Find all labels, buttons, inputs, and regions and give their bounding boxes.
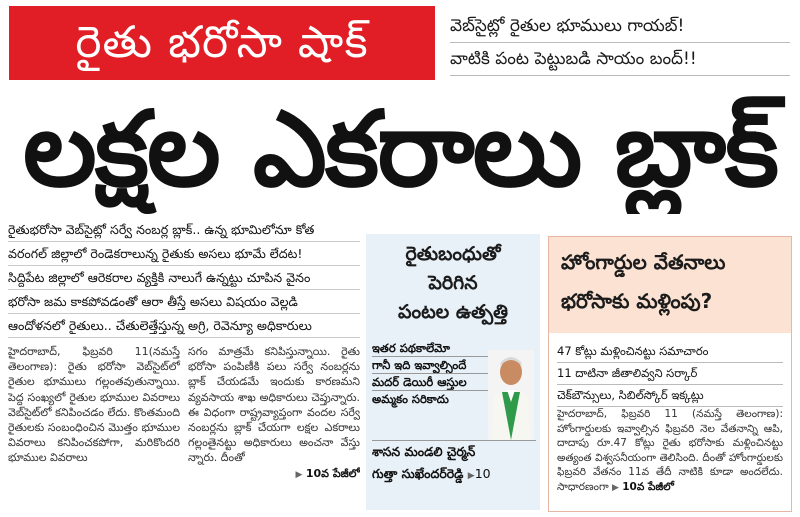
side-story-quotes: ఇతర పథకాలేమో గానీ ఇది ఇవ్వాల్సిందే మదర్ డెయిరీ ఆస్తుల అమ్మకం సరికాదు xyxy=(372,340,492,407)
page-reference: 10 xyxy=(474,466,491,481)
page-reference: 10వ పేజీలో xyxy=(305,466,360,480)
arrow-icon: ▶ xyxy=(295,469,303,480)
main-headline: లక్షల ఎకరాలు బ్లాక్ xyxy=(22,88,778,210)
homeguard-subheads xyxy=(557,341,783,407)
kicker-banner: రైతు భరోసా షాక్ xyxy=(9,6,435,80)
lead-line: రైతుభరోసా వెబ్‌సైట్లో సర్వే నంబర్ల బ్లాక్.. ఉన్న భూమిలోనూ కోత xyxy=(8,218,360,242)
homeguard-story-box xyxy=(548,236,792,512)
person-portrait xyxy=(488,350,534,440)
lead-line: వరంగల్ జిల్లాలో రెండెకరాలున్న రైతుకు అసలు భూమే లేదట! xyxy=(8,242,360,266)
subhead-line: 47 కోట్లు మళ్లించినట్టు సమాచారం xyxy=(557,341,783,363)
lead-line: ఆందోళనలో రైతులు.. చేతులెత్తేస్తున్న అగ్రి, రెవెన్యూ అధికారులు xyxy=(8,314,360,338)
arrow-icon: ▶ xyxy=(611,482,619,493)
teaser-line: వాటికి పంట పెట్టుబడి సాయం బంద్!! xyxy=(450,43,790,76)
page-reference: 10వ పేజీలో xyxy=(622,480,674,493)
homeguard-title: హోంగార్డుల వేతనాలు భరోసాకు మళ్లింపు? xyxy=(561,250,726,313)
homeguard-body: హైదరాబాద్, ఫిబ్రవరి 11 (నమస్తే తెలంగాణ): హోంగార్డులకు ఇవ్వాల్సిన ఫిబ్రవరి నెల వేతనాన్ని ఆపి, దాదాపు రూ.47 కోట్లు రైతు భరోసాకు మళ్లించినట్టు అత్యంత విశ్వసనీయంగా తెలిసింది. దీంతో హోంగార్డులకు ఫిబ్రవరి వేతనం 11వ తేదీ నాటికి కూడా అందలేదు. సాధారణంగా ▶ 10వ పేజీలో xyxy=(557,408,783,493)
lead-story xyxy=(8,218,360,514)
side-story-title: రైతుబంధుతో పెరిగిన పంటల ఉత్పత్తి xyxy=(397,243,508,323)
arrow-icon: ▶ xyxy=(467,471,475,481)
subhead-line: చెక్‌బౌన్సులు, సిబిల్‌స్కోర్ ఇక్కట్లు xyxy=(557,385,783,407)
side-story-box xyxy=(366,234,540,510)
lead-line: సిద్దిపేట జిల్లాలో ఆరెకరాల వ్యక్తికి నాలుగే ఉన్నట్టు చూపిన వైనం xyxy=(8,266,360,290)
lead-line: భరోసా జమ కాకపోవడంతో ఆరా తీస్తే అసలు విషయం వెల్లడి xyxy=(8,290,360,314)
subhead-line: 11 దాటినా జీతాలివ్వని సర్కార్ xyxy=(557,363,783,385)
story-body-col2: సగం మాత్రమే కనిపిస్తున్నాయి. రైతు భరోసా పంపిణీకి పలు సర్వే నంబర్లను బ్లాక్ చేయడమే ఇందుకు కారణమని వ్యవసాయ శాఖ అధికారులు చెప్తున్నారు. ఈ విధంగా రాష్ట్రవ్యాప్తంగా వందల సర్వే నంబర్లను బ్లాక్ చేయగా లక్షల ఎకరాలు గల్లంతైనట్టు అధికారులు అంచనా వేస్తు న్నారు. దీంతో xyxy=(188,345,360,465)
side-story-caption: శాసన మండలి చైర్మన్ గుత్తా సుఖేందర్‌రెడ్డి ▶10 xyxy=(372,440,536,487)
teaser-block xyxy=(450,10,790,76)
story-body-col1: హైదరాబాద్, ఫిబ్రవరి 11(నమస్తే తెలంగాణ): రైతు భరోసా వెబ్‌సైట్‌లో రైతుల భూములు గల్లంతవుతున్నాయి. పెద్ద సంఖ్యలో రైతుల భూముల వివరాలు వెబ్‌సైట్‌లో కనిపించడం లేదు. కొంతమంది రైతులకు సంబంధించిన మొత్తం భూముల వివరాలు కనిపించకపోగా, మరికొందరి భూముల వివరాలు xyxy=(8,345,180,465)
teaser-line: వెబ్‌సైట్లో రైతుల భూములు గాయబ్! xyxy=(450,10,790,43)
